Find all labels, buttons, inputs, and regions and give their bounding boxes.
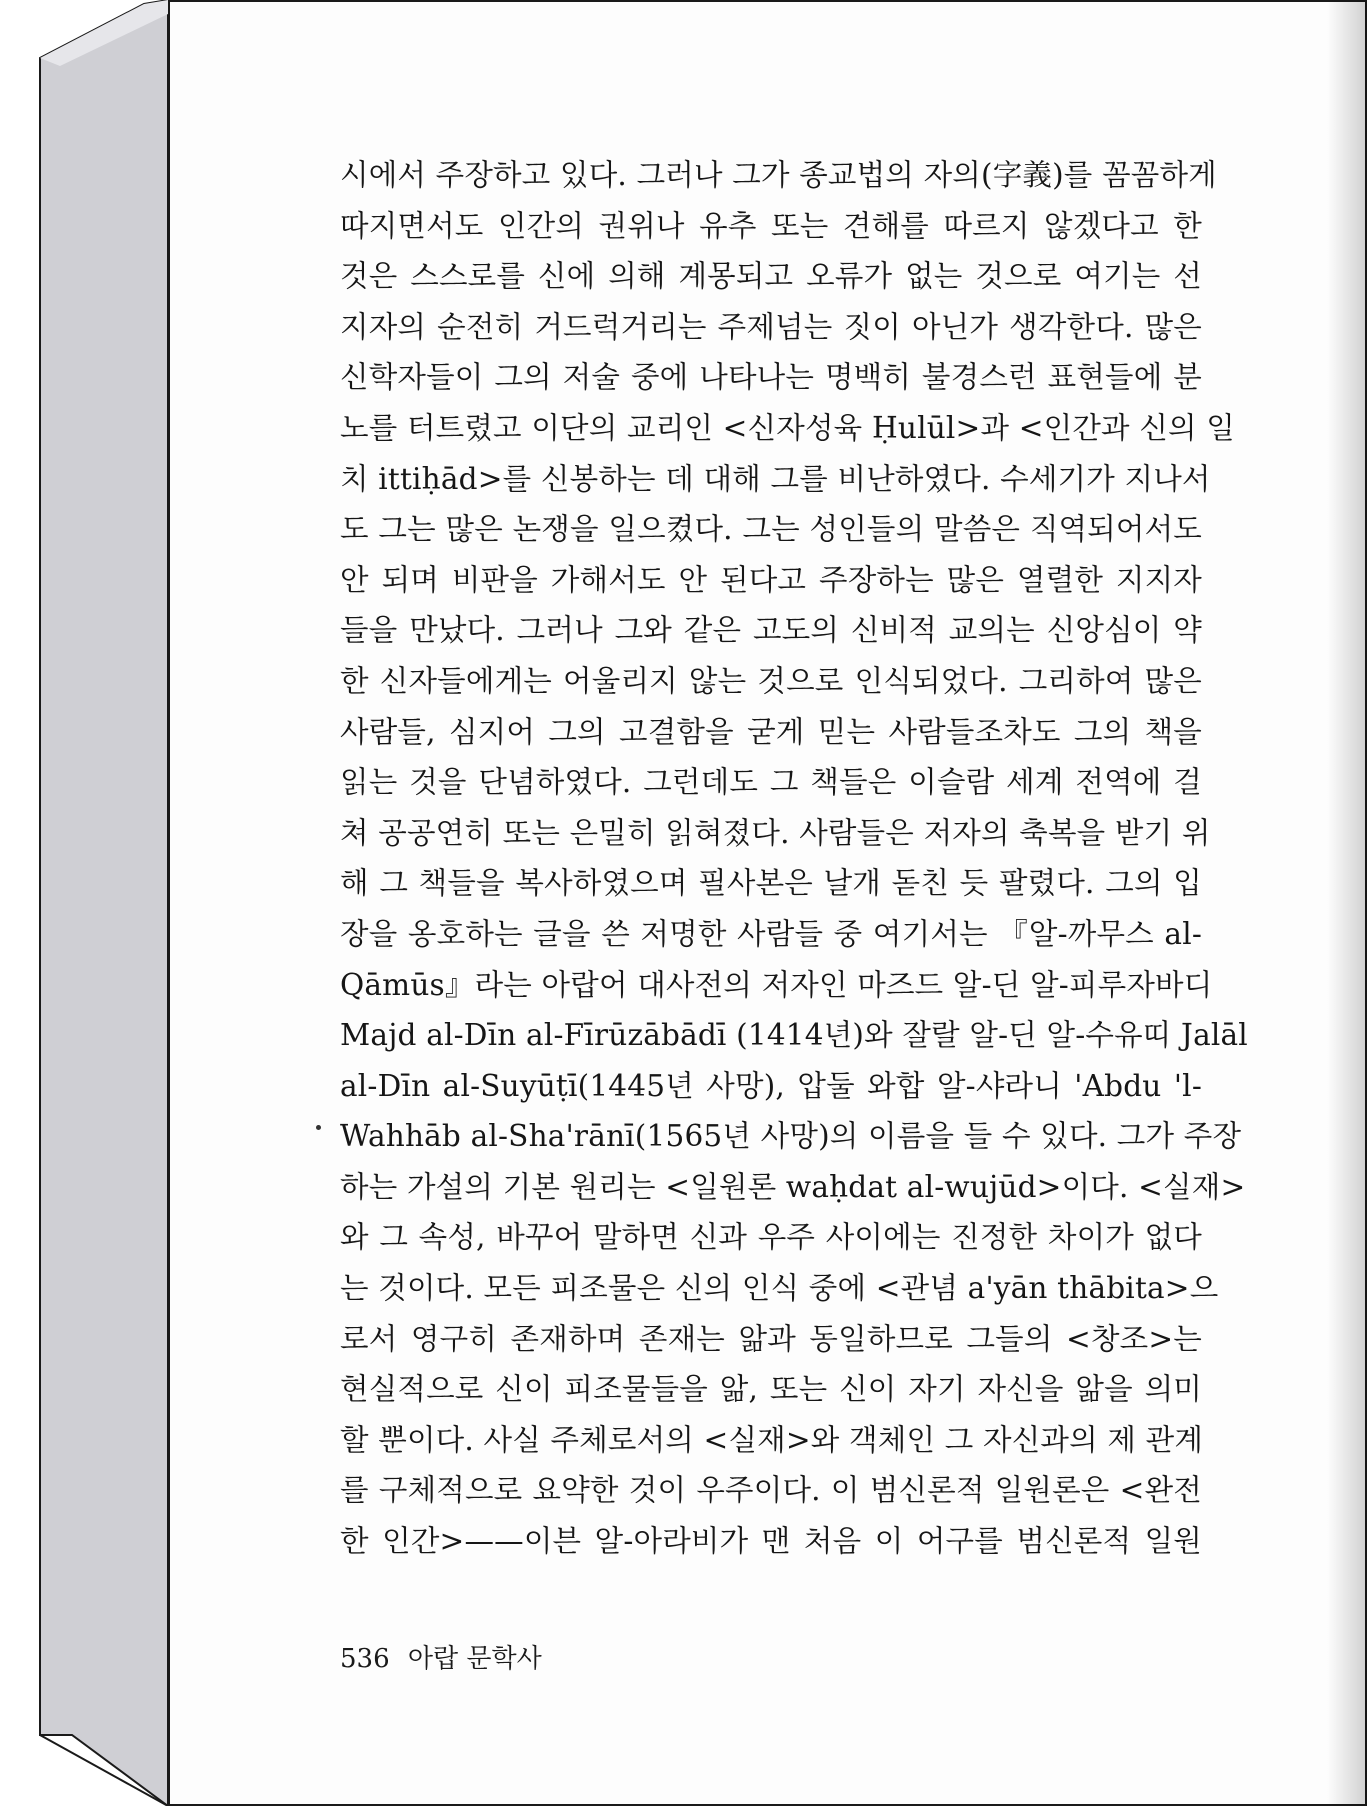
text-line: 노를 터트렸고 이단의 교리인 <신자성육 Ḥulūl>과 <인간과 신의 일 xyxy=(340,410,1235,445)
text-line: 로서 영구히 존재하며 존재는 앎과 동일하므로 그들의 <창조>는 xyxy=(340,1321,1202,1356)
text-line: 해 그 책들을 복사하였으며 필사본은 날개 돋친 듯 팔렸다. 그의 입 xyxy=(340,866,1202,901)
text-line: 를 구체적으로 요약한 것이 우주이다. 이 범신론적 일원론은 <완전 xyxy=(340,1473,1202,1508)
text-line: 와 그 속성, 바꾸어 말하면 신과 우주 사이에는 진정한 차이가 없다 xyxy=(340,1220,1202,1255)
text-line: Qāmūs』라는 아랍어 대사전의 저자인 마즈드 알-딘 알-피루자바디 xyxy=(340,967,1213,1002)
text-line: Wahhāb al-Sha'rānī(1565년 사망)의 이름을 들 수 있다. 그가 주장 xyxy=(340,1119,1242,1154)
text-line: 치 ittiḥād>를 신봉하는 데 대해 그를 비난하였다. 수세기가 지나서 xyxy=(340,461,1211,496)
text-line: 안 되며 비판을 가해서도 안 된다고 주장하는 많은 열렬한 지지자 xyxy=(340,562,1202,597)
margin-dot xyxy=(316,1125,321,1130)
page-number: 536 xyxy=(340,1644,390,1674)
text-line: 것은 스스로를 신에 의해 계몽되고 오류가 없는 것으로 여기는 선 xyxy=(340,259,1202,294)
text-line: 따지면서도 인간의 권위나 유추 또는 견해를 따르지 않겠다고 한 xyxy=(340,208,1202,243)
page-edge-shadow xyxy=(1327,0,1367,1806)
text-line: 읽는 것을 단념하였다. 그런데도 그 책들은 이슬람 세계 전역에 걸 xyxy=(340,765,1202,800)
text-line: 쳐 공공연히 또는 은밀히 읽혀졌다. 사람들은 저자의 축복을 받기 위 xyxy=(340,815,1211,850)
text-line: 사람들, 심지어 그의 고결함을 굳게 믿는 사람들조차도 그의 책을 xyxy=(340,714,1202,749)
text-line: Majd al-Dīn al-Fīrūzābādī (1414년)와 잘랄 알-딘 알-수유띠 Jalāl xyxy=(340,1018,1248,1053)
text-line: al-Dīn al-Suyūṭī(1445년 사망), 압둘 와합 알-샤라니 'Abdu 'l- xyxy=(340,1068,1202,1103)
text-line: 할 뿐이다. 사실 주체로서의 <실재>와 객체인 그 자신과의 제 관계 xyxy=(340,1422,1204,1457)
text-line: 한 신자들에게는 어울리지 않는 것으로 인식되었다. 그리하여 많은 xyxy=(340,663,1202,698)
text-line: 신학자들이 그의 저술 중에 나타나는 명백히 불경스런 표현들에 분 xyxy=(340,360,1202,395)
text-line: 들을 만났다. 그러나 그와 같은 고도의 신비적 교의는 신앙심이 약 xyxy=(340,613,1202,648)
running-title: 아랍 문학사 xyxy=(407,1644,542,1674)
text-line: 는 것이다. 모든 피조물은 신의 인식 중에 <관념 a'yān thābita>으 xyxy=(340,1271,1219,1306)
text-line: 하는 가설의 기본 원리는 <일원론 waḥdat al-wujūd>이다. <실재> xyxy=(340,1169,1246,1204)
text-line: 지자의 순전히 거드럭거리는 주제넘는 짓이 아닌가 생각한다. 많은 xyxy=(340,309,1202,344)
text-line: 장을 옹호하는 글을 쓴 저명한 사람들 중 여기서는 『알-까무스 al- xyxy=(340,916,1202,951)
text-line: 시에서 주장하고 있다. 그러나 그가 종교법의 자의(字義)를 꼼꼼하게 xyxy=(340,158,1217,192)
body-text xyxy=(340,150,1248,1570)
text-line: 도 그는 많은 논쟁을 일으켰다. 그는 성인들의 말씀은 직역되어서도 xyxy=(340,512,1202,547)
page-footer xyxy=(340,1638,542,1675)
text-line: 한 인간>——이븐 알-아라비가 맨 처음 이 어구를 범신론적 일원 xyxy=(340,1524,1202,1559)
text-line: 현실적으로 신이 피조물들을 앎, 또는 신이 자기 자신을 앎을 의미 xyxy=(340,1372,1202,1407)
